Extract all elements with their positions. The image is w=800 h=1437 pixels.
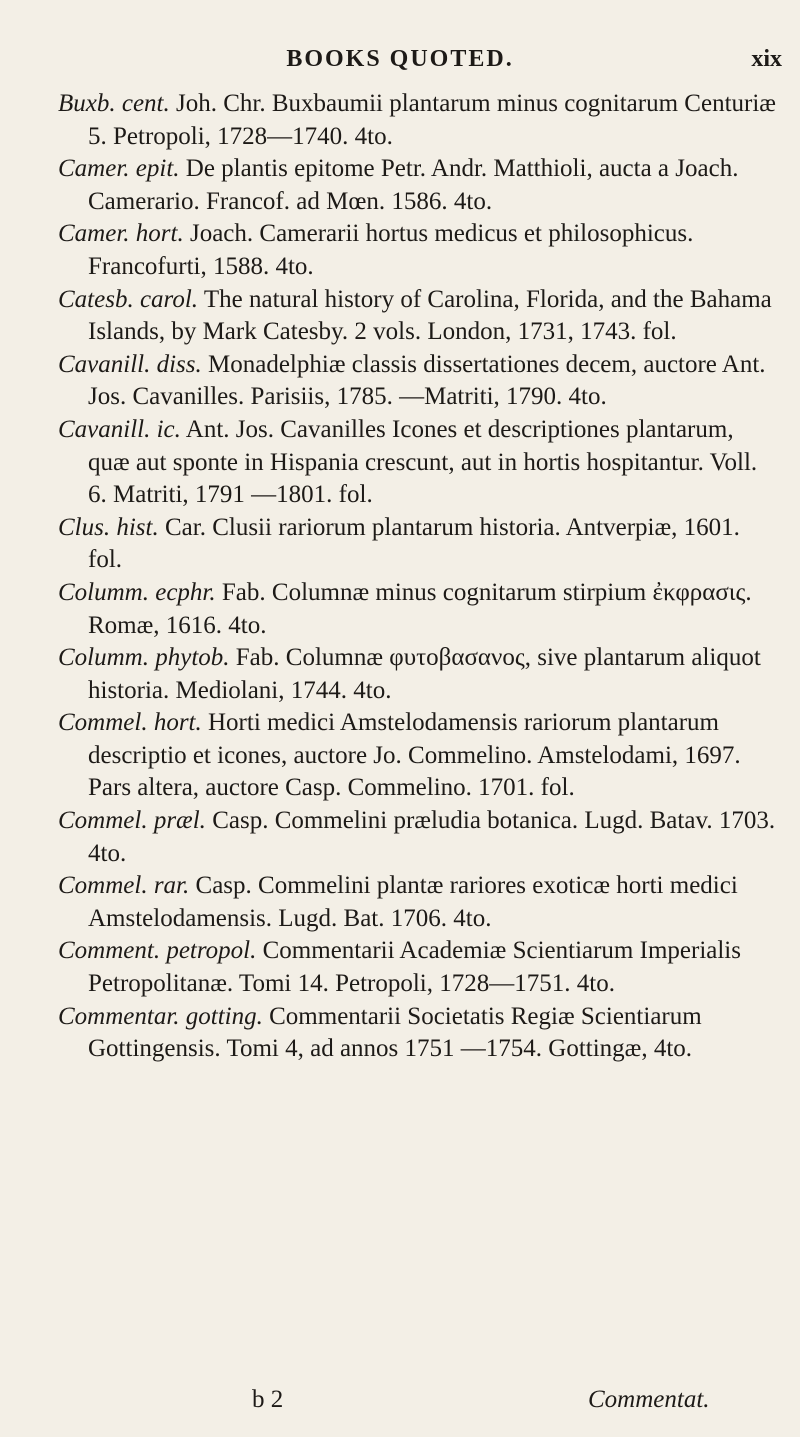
entry-abbreviation: Clus. hist. [58, 513, 159, 541]
entry-abbreviation: Camer. hort. [58, 220, 184, 248]
entry-text: Monadelphiæ classis dissertationes decem, auctore Ant. Jos. Cavanilles. Parisiis, 1785. —Matriti, 1790. 4to. [88, 350, 766, 411]
entry-abbreviation: Commentar. gotting. [58, 1002, 263, 1030]
entry-text: The natural history of Carolina, Florida, and the Bahama Islands, by Mark Catesby. 2 vols. London, 1731, 1743. fol. [88, 285, 772, 346]
entry-abbreviation: Commel. præl. [58, 807, 206, 835]
entry-text: Joh. Chr. Buxbaumii plantarum minus cognitarum Centuriæ 5. Petropoli, 1728—1740. 4to. [88, 90, 776, 150]
entry-abbreviation: Commel. hort. [58, 709, 202, 737]
page-number: xix [751, 46, 782, 72]
bibliography-entry [58, 805, 778, 870]
bibliography-entry [58, 577, 778, 642]
entry-text: Horti medici Amstelodamensis rariorum plantarum descriptio et icones, auctore Jo. Commelino. Amstelodami, 1697. Pars altera, auctore Casp. Commelino. 1701. fol. [88, 709, 741, 802]
bibliography-entry [58, 218, 778, 283]
entry-abbreviation: Catesb. carol. [58, 285, 199, 313]
entry-text: Casp. Commelini præludia botanica. Lugd. Batav. 1703. 4to. [88, 807, 776, 867]
running-title: BOOKS QUOTED. [286, 46, 514, 72]
bibliography-entry [58, 349, 778, 414]
entry-text: Fab. Columnæ φυτοβασανος, sive plantarum aliquot historia. Mediolani, 1744. 4to. [88, 644, 761, 704]
entry-abbreviation: Columm. phytob. [58, 644, 230, 672]
bibliography-entry [58, 935, 778, 1000]
bibliography-entry [58, 707, 778, 805]
bibliography-entry [58, 642, 778, 707]
bibliography-entry [58, 153, 778, 218]
entry-abbreviation: Commel. rar. [58, 872, 190, 900]
entry-abbreviation: Camer. epit. [58, 155, 180, 183]
bibliography-entry [58, 512, 778, 577]
signature-mark: b 2 [252, 1386, 284, 1413]
bibliography-entry [58, 414, 778, 512]
bibliography-list [58, 88, 778, 1066]
bibliography-entry [58, 1001, 778, 1066]
entry-text: Ant. Jos. Cavanilles Icones et descriptiones plantarum, quæ aut sponte in Hispania crescunt, aut in hortis hospitantur. Voll. 6. Matriti, 1791 —1801. fol. [88, 415, 758, 509]
entry-text: Car. Clusii rariorum plantarum historia. Antverpiæ, 1601. fol. [88, 513, 740, 574]
entry-abbreviation: Comment. petropol. [58, 937, 257, 965]
entry-text: Joach. Camerarii hortus medicus et philosophicus. Francofurti, 1588. 4to. [88, 220, 694, 280]
entry-text: Commentarii Academiæ Scientiarum Imperialis Petropolitanæ. Tomi 14. Petropoli, 1728—1751. 4to. [88, 937, 741, 998]
bibliography-entry [58, 870, 778, 935]
entry-text: Commentarii Societatis Regiæ Scientiarum Gottingensis. Tomi 4, ad annos 1751 —1754. Gottingæ, 4to. [88, 1002, 702, 1063]
entry-text: Casp. Commelini plantæ rariores exoticæ horti medici Amstelodamensis. Lugd. Bat. 1706. 4to. [88, 872, 738, 932]
bibliography-entry [58, 88, 778, 153]
entry-abbreviation: Buxb. cent. [58, 90, 170, 117]
running-head [0, 46, 800, 78]
entry-abbreviation: Columm. ecphr. [58, 578, 216, 606]
catchword: Commentat. [588, 1386, 710, 1413]
entry-abbreviation: Cavanill. diss. [58, 350, 202, 378]
entry-text: De plantis epitome Petr. Andr. Matthioli, aucta a Joach. Camerario. Francof. ad Mœn. 1586. 4to. [88, 155, 739, 215]
entry-text: Fab. Columnæ minus cognitarum stirpium ἐκφρασις. Romæ, 1616. 4to. [88, 578, 752, 639]
bibliography-entry [58, 284, 778, 349]
entry-abbreviation: Cavanill. ic. [58, 415, 181, 443]
